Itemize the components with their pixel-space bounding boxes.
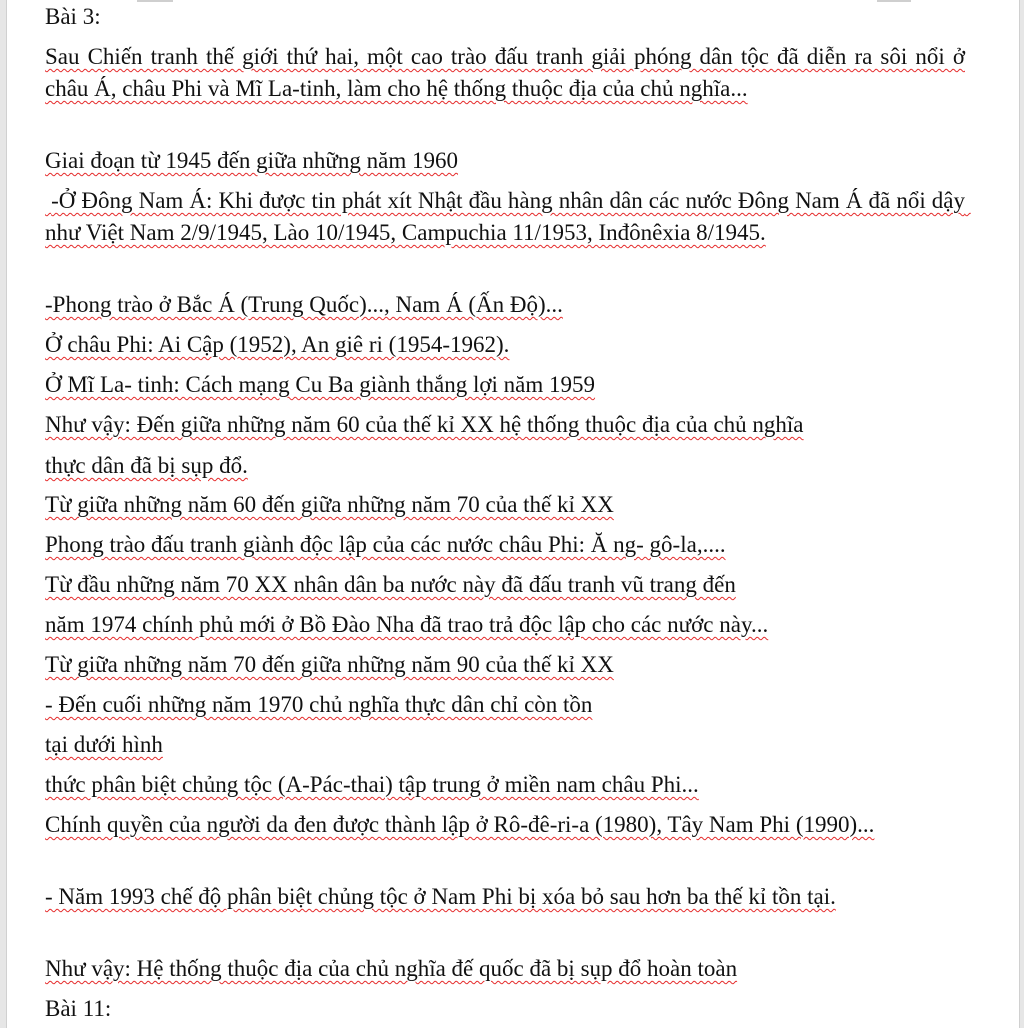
paragraph-late-1970s-line-2: tại dưới hình: [45, 732, 163, 757]
paragraph-conclusion-2: Như vậy: Hệ thống thuộc địa của chủ nghĩa đế quốc đã bị sụp đổ hoàn toàn: [45, 956, 738, 981]
paragraph-latin-america: Ở Mĩ La- tinh: Cách mạng Cu Ba giành thắng lợi năm 1959: [45, 372, 596, 397]
paragraph-angola: Phong trào đấu tranh giành độc lập của các nước châu Phi: Ă ng- gô-la,....: [45, 532, 726, 557]
section-1945-1960: Giai đoạn từ 1945 đến giữa những năm 1960: [45, 148, 459, 173]
paragraph-black-governments: Chính quyền của người da đen được thành lập ở Rô-đê-ri-a (1980), Tây Nam Phi (1990)...: [45, 812, 875, 837]
page-top-edge-left: [137, 0, 173, 2]
paragraph-armed-struggle-line-1: Từ đầu những năm 70 XX nhân dân ba nước này đã đấu tranh vũ trang đến: [45, 572, 736, 597]
paragraph-intro: Sau Chiến tranh thế giới thứ hai, một cao trào đấu tranh giải phóng dân tộc đã diễn ra sôi nổi ở châu Á, châu Phi và Mĩ La-tinh, làm cho hệ thống thuộc địa của chủ nghĩa...: [45, 44, 965, 101]
paragraph-africa: Ở châu Phi: Ai Cập (1952), An giê ri (1954-1962).: [45, 332, 510, 357]
document-page: [6, 0, 1020, 1028]
paragraph-southeast-asia: -Ở Đông Nam Á: Khi được tin phát xít Nhật đầu hàng nhân dân các nước Đông Nam Á đã nổi dậy như Việt Nam 2/9/1945, Lào 10/1945, Campuchia 11/1953, Inđônêxia 8/1945.: [45, 188, 971, 245]
heading-bai-3: Bài 3:: [45, 4, 101, 29]
paragraph-apartheid: thức phân biệt chủng tộc (A-Pác-thai) tập trung ở miền nam châu Phi...: [45, 772, 699, 797]
paragraph-armed-struggle-line-2: năm 1974 chính phủ mới ở Bồ Đào Nha đã trao trả độc lập cho các nước này...: [45, 612, 769, 637]
section-70-90: Từ giữa những năm 70 đến giữa những năm 90 của thế kỉ XX: [45, 652, 614, 677]
paragraph-1993: - Năm 1993 chế độ phân biệt chủng tộc ở Nam Phi bị xóa bỏ sau hơn ba thế kỉ tồn tại.: [45, 884, 836, 909]
page-top-edge-right: [877, 0, 911, 2]
heading-bai-11: Bài 11:: [45, 996, 112, 1021]
section-60-70: Từ giữa những năm 60 đến giữa những năm 70 của thế kỉ XX: [45, 492, 614, 517]
paragraph-late-1970s-line-1: - Đến cuối những năm 1970 chủ nghĩa thực dân chỉ còn tồn: [45, 692, 593, 717]
paragraph-conclusion-1-line-2: thực dân đã bị sụp đổ.: [45, 453, 248, 478]
paragraph-conclusion-1-line-1: Như vậy: Đến giữa những năm 60 của thế kỉ XX hệ thống thuộc địa của chủ nghĩa: [45, 412, 804, 437]
paragraph-north-south-asia: -Phong trào ở Bắc Á (Trung Quốc)..., Nam Á (Ấn Độ)...: [45, 292, 563, 317]
